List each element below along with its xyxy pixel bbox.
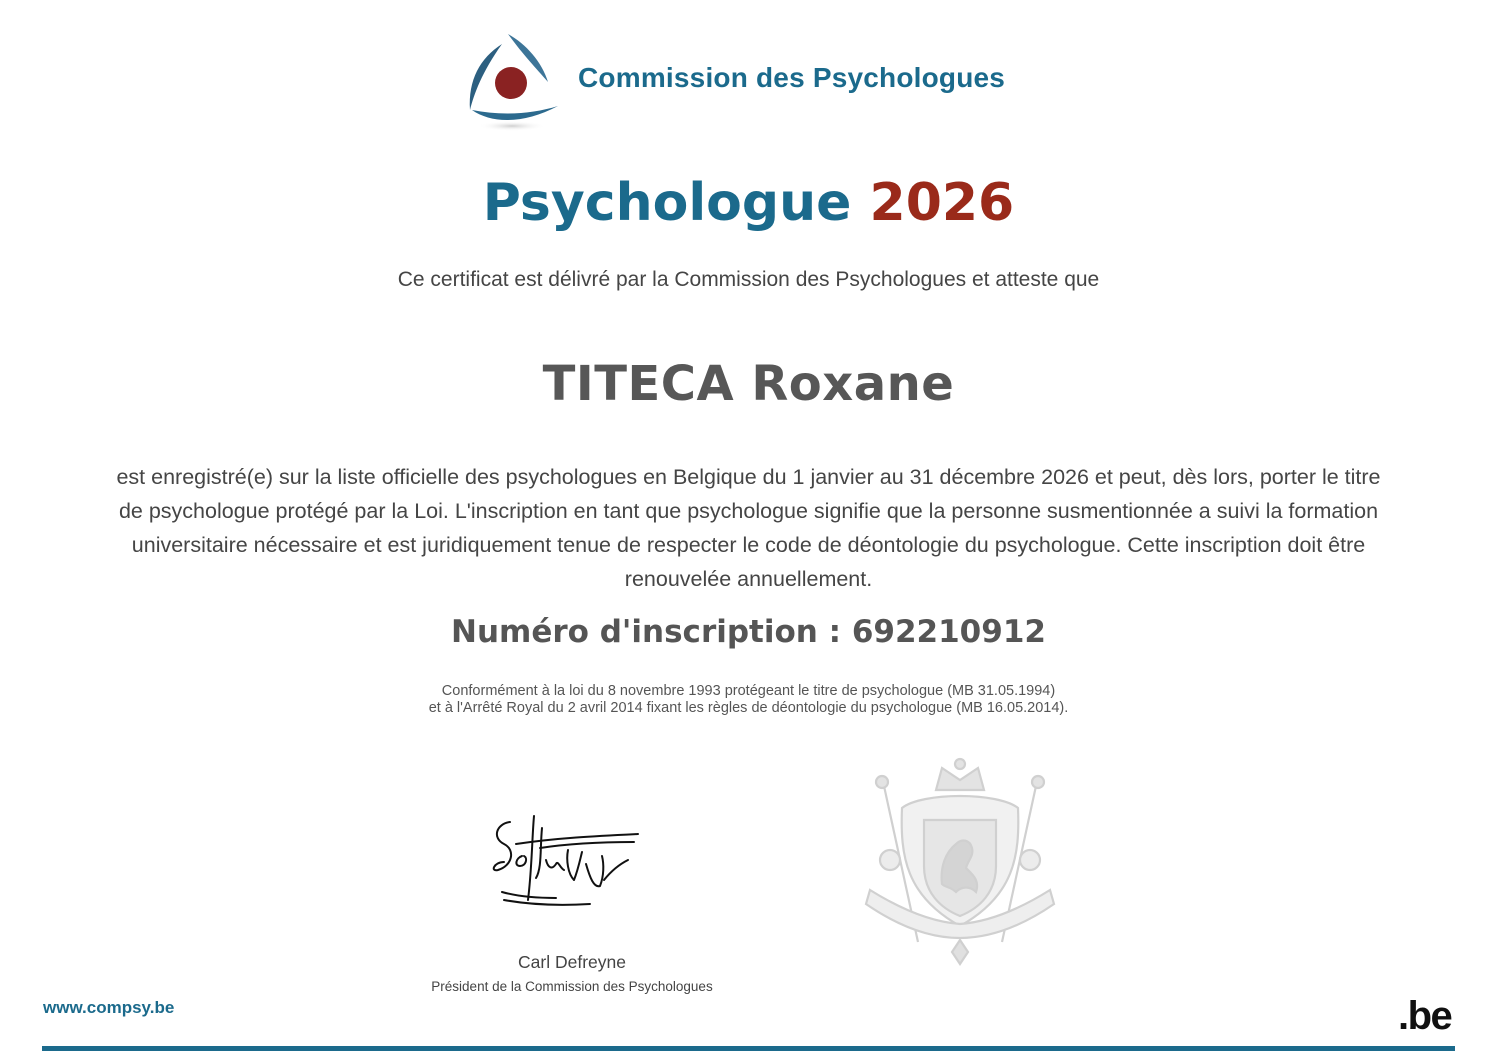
- legal-notice: [0, 683, 1497, 717]
- intro-text: Ce certificat est délivré par la Commission des Psychologues et atteste que: [397, 268, 1100, 291]
- website-link[interactable]: www.compsy.be: [43, 998, 175, 1017]
- body-line: renouvelée annuellement.: [624, 567, 873, 591]
- handwritten-signature: [486, 808, 656, 916]
- holder-name: TITECA Roxane: [542, 356, 955, 412]
- organization-name: Commission des Psychologues: [578, 62, 1006, 93]
- belgian-coat-of-arms-watermark: [862, 756, 1058, 966]
- title-word: Psychologue: [482, 173, 852, 233]
- certificate-title: [0, 170, 1497, 236]
- body-line: universitaire nécessaire et est juridiquement tenue de respecter le code de déontologie du psychologue. Cette inscription doit être: [131, 533, 1366, 557]
- be-logo: .be: [1398, 994, 1452, 1038]
- footer-rule: [42, 1046, 1455, 1051]
- legal-line: Conformément à la loi du 8 novembre 1993 protégeant le titre de psychologue (MB 31.05.1994): [441, 683, 1056, 699]
- body-line: de psychologue protégé par la Loi. L'inscription en tant que psychologue signifie que la personne susmentionnée a suivi la formation: [118, 499, 1379, 523]
- signatory-name: Carl Defreyne: [518, 952, 626, 972]
- compsy-logo-icon: [462, 30, 562, 134]
- signatory-role: Président de la Commission des Psychologues: [431, 979, 713, 994]
- legal-line: et à l'Arrêté Royal du 2 avril 2014 fixant les règles de déontologie du psychologue (MB 16.05.2014).: [428, 700, 1069, 716]
- registration-number: Numéro d'inscription : 692210912: [451, 614, 1046, 650]
- certificate-body: [44, 460, 1453, 596]
- certificate-header: [462, 30, 1062, 130]
- title-year: 2026: [869, 173, 1015, 233]
- body-line: est enregistré(e) sur la liste officielle des psychologues en Belgique du 1 janvier au 31 décembre 2026 et peut, dès lors, porter le titre: [116, 465, 1381, 489]
